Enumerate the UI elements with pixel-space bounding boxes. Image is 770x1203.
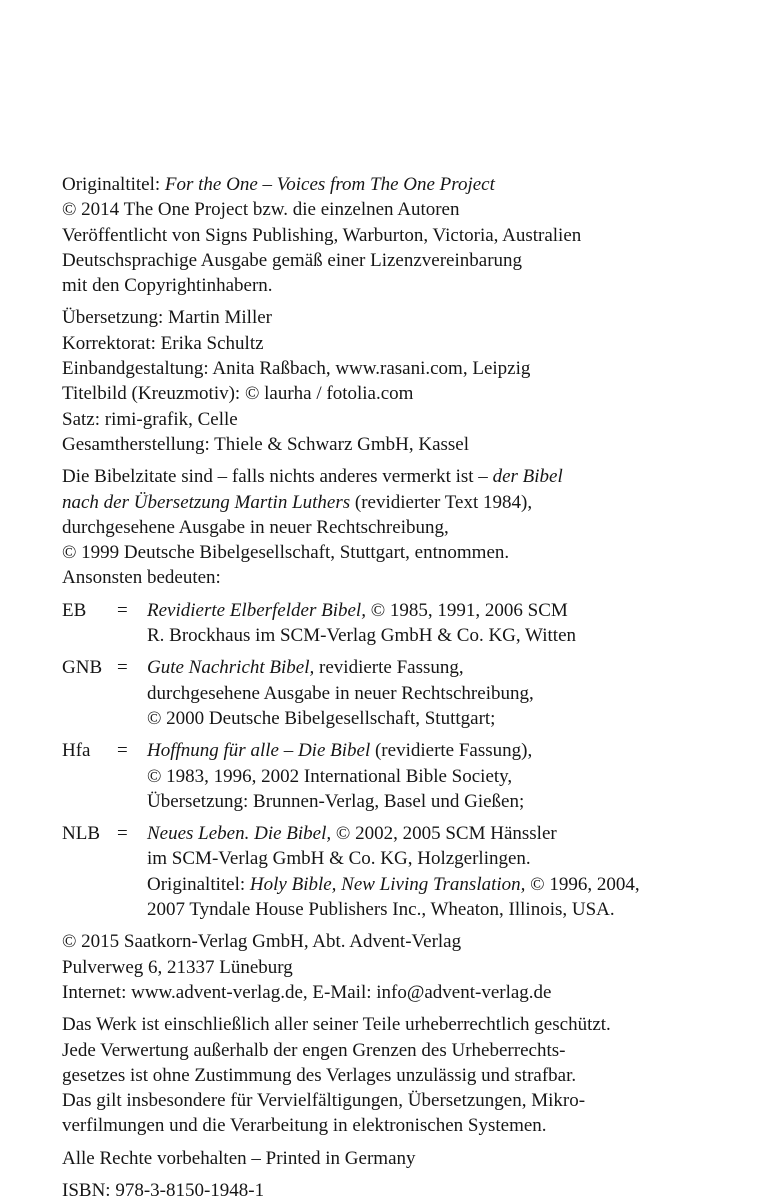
- abbreviation-list: [62, 598, 722, 923]
- abbreviation-description: [147, 598, 722, 649]
- rights-reserved: Alle Rechte vorbehalten – Printed in Germany: [62, 1147, 416, 1169]
- abbreviation-description: [147, 738, 722, 814]
- imprint-content: [62, 172, 722, 1203]
- credit-production: Gesamtherstellung: Thiele & Schwarz GmbH, Kassel: [62, 433, 469, 455]
- abbreviation-line: 2007 Tyndale House Publishers Inc., Wheaton, Illinois, USA.: [147, 899, 615, 921]
- abbreviation-line: [147, 738, 722, 763]
- bible-line-1-italic: der Bibel: [492, 466, 563, 488]
- abbreviation-key: Hfa: [62, 740, 91, 762]
- credit-cover-design: Einbandgestaltung: Anita Raßbach, www.rasani.com, Leipzig: [62, 358, 531, 380]
- isbn-block: [62, 1178, 722, 1203]
- abbreviation-text: (revidierte Fassung),: [370, 740, 533, 762]
- abbreviation-title: Gute Nachricht Bibel,: [147, 657, 315, 679]
- original-title-label: Originaltitel:: [62, 174, 165, 195]
- credit-proofreading: Korrektorat: Erika Schultz: [62, 332, 264, 354]
- abbreviation-line: durchgesehene Ausgabe in neuer Rechtschreibung,: [147, 682, 534, 704]
- abbreviation-line: R. Brockhaus im SCM-Verlag GmbH & Co. KG, Witten: [147, 625, 577, 647]
- abbreviation-text: © 2002, 2005 SCM Hänssler: [331, 823, 557, 845]
- bible-line-3: durchgesehene Ausgabe in neuer Rechtschreibung,: [62, 516, 449, 538]
- legal-line: gesetzes ist ohne Zustimmung des Verlages unzulässig und strafbar.: [62, 1064, 577, 1086]
- abbreviation-text: © 1996, 2004,: [525, 873, 640, 895]
- publisher-address: Pulverweg 6, 21337 Lüneburg: [62, 956, 293, 978]
- abbreviation-entry-eb: [62, 598, 722, 649]
- abbreviation-description: [147, 655, 722, 731]
- abbreviation-text: © 1985, 1991, 2006 SCM: [365, 599, 568, 621]
- abbreviation-equals: =: [117, 657, 128, 679]
- legal-notice-block: [62, 1012, 722, 1138]
- abbreviation-key: GNB: [62, 657, 103, 679]
- bible-line-1: [62, 464, 722, 489]
- bible-quotes-block: [62, 464, 722, 922]
- abbreviation-line: Übersetzung: Brunnen-Verlag, Basel und Gießen;: [147, 790, 525, 812]
- abbreviation-entry-hfa: [62, 738, 722, 814]
- isbn: ISBN: 978-3-8150-1948-1: [62, 1179, 265, 1201]
- rights-block: [62, 1146, 722, 1171]
- original-title: For the One – Voices from The One Project: [164, 174, 495, 195]
- legal-line: Jede Verwertung außerhalb der engen Grenzen des Urheberrechts-: [62, 1039, 566, 1061]
- original-title-block: [62, 172, 722, 298]
- abbreviation-title: Revidierte Elberfelder Bibel,: [147, 599, 366, 621]
- credit-typesetting: Satz: rimi-grafik, Celle: [62, 408, 238, 430]
- bible-line-4: © 1999 Deutsche Bibelgesellschaft, Stuttgart, entnommen.: [62, 542, 510, 564]
- publisher-origin-line: Veröffentlicht von Signs Publishing, Warburton, Victoria, Australien: [62, 224, 582, 246]
- bible-line-5: Ansonsten bedeuten:: [62, 567, 221, 589]
- abbreviation-entry-nlb: [62, 821, 722, 922]
- abbreviation-title: Holy Bible, New Living Translation,: [249, 873, 526, 895]
- bible-line-2-text: (revidierter Text 1984),: [350, 491, 533, 513]
- bible-line-2-italic: nach der Übersetzung Martin Luthers: [62, 491, 351, 513]
- abbreviation-line: [147, 598, 722, 623]
- publisher-contact: Internet: www.advent-verlag.de, E-Mail: info@advent-verlag.de: [62, 981, 552, 1003]
- abbreviation-equals: =: [117, 823, 128, 845]
- publisher-block: [62, 929, 722, 1005]
- legal-line: verfilmungen und die Verarbeitung in elektronischen Systemen.: [62, 1115, 547, 1137]
- abbreviation-title: Neues Leben. Die Bibel,: [147, 823, 332, 845]
- bible-line-2: [62, 490, 722, 515]
- abbreviation-line: [147, 655, 722, 680]
- abbreviation-line: © 2000 Deutsche Bibelgesellschaft, Stuttgart;: [147, 707, 496, 729]
- abbreviation-key: NLB: [62, 823, 100, 845]
- license-line: Deutschsprachige Ausgabe gemäß einer Lizenzvereinbarung: [62, 249, 523, 271]
- publisher-copyright: © 2015 Saatkorn-Verlag GmbH, Abt. Advent-Verlag: [62, 931, 462, 953]
- abbreviation-equals: =: [117, 740, 128, 762]
- abbreviation-line: im SCM-Verlag GmbH & Co. KG, Holzgerlingen.: [147, 848, 531, 870]
- abbreviation-line: [147, 872, 722, 897]
- abbreviation-entry-gnb: [62, 655, 722, 731]
- credits-block: [62, 305, 722, 457]
- legal-line: Das gilt insbesondere für Vervielfältigungen, Übersetzungen, Mikro-: [62, 1090, 586, 1112]
- abbreviation-description: [147, 821, 722, 922]
- abbreviation-key: EB: [62, 599, 87, 621]
- credit-cover-image: Titelbild (Kreuzmotiv): © laurha / fotolia.com: [62, 383, 414, 405]
- abbreviation-text: revidierte Fassung,: [314, 657, 464, 679]
- original-title-line: [62, 172, 722, 197]
- abbreviation-line: © 1983, 1996, 2002 International Bible Society,: [147, 765, 513, 787]
- abbreviation-text: Originaltitel:: [147, 873, 250, 895]
- license-line-cont: mit den Copyrightinhabern.: [62, 275, 273, 297]
- credit-translation: Übersetzung: Martin Miller: [62, 307, 273, 329]
- abbreviation-line: [147, 821, 722, 846]
- abbreviation-title: Hoffnung für alle – Die Bibel: [147, 740, 371, 762]
- abbreviation-equals: =: [117, 599, 128, 621]
- bible-line-1-text: Die Bibelzitate sind – falls nichts anderes vermerkt ist –: [62, 466, 493, 488]
- legal-line: Das Werk ist einschließlich aller seiner Teile urheberrechtlich geschützt.: [62, 1014, 611, 1036]
- copyright-line: © 2014 The One Project bzw. die einzelnen Autoren: [62, 199, 460, 221]
